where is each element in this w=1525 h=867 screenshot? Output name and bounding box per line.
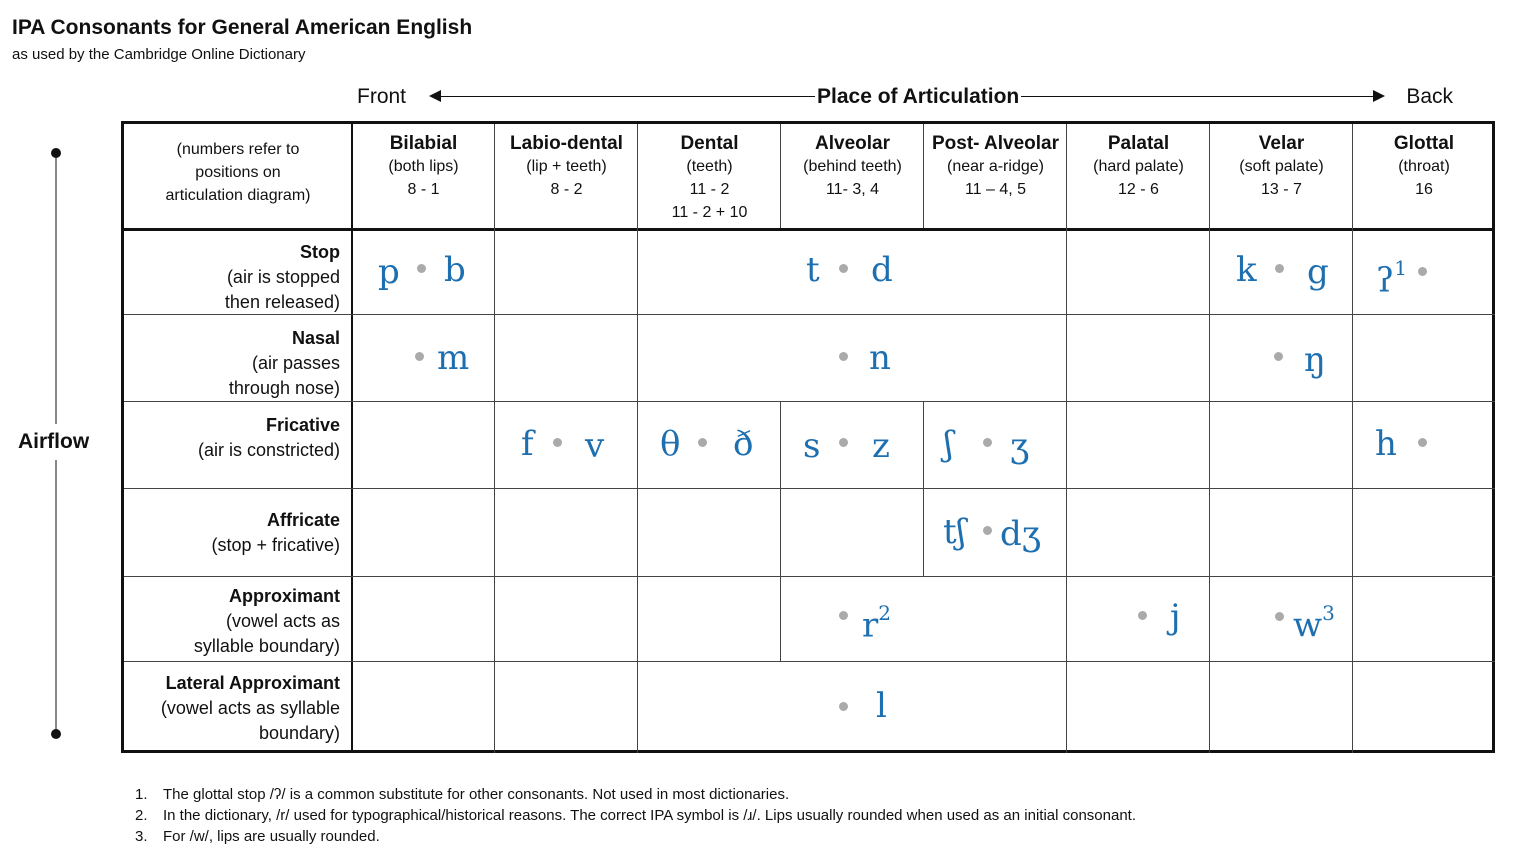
- row-desc: boundary): [258, 723, 340, 743]
- column-name: Post- Alveolar: [931, 133, 1060, 154]
- column-divider: [1209, 124, 1210, 753]
- footnote-number: 3.: [135, 828, 148, 845]
- front-label: Front: [357, 85, 407, 108]
- row-label-lateral-approximant: [124, 663, 352, 753]
- symbol-h: h: [1375, 424, 1397, 464]
- row-name: Stop: [300, 242, 340, 262]
- airflow-label: Airflow: [16, 424, 91, 460]
- symbol-theta: θ: [660, 424, 681, 464]
- voicing-dot-icon: [839, 611, 848, 620]
- voicing-dot-icon: [1275, 612, 1284, 621]
- column-divider: [780, 401, 781, 661]
- symbol-g: g: [1307, 252, 1329, 292]
- symbol-j: j: [1170, 597, 1181, 637]
- voicing-dot-icon: [1418, 438, 1427, 447]
- row-divider: [124, 488, 1495, 489]
- label-column-divider: [351, 124, 353, 753]
- voicing-dot-icon: [839, 702, 848, 711]
- symbol-zh: ʒ: [1010, 426, 1030, 466]
- symbol-f: f: [521, 424, 534, 464]
- corner-note-line: positions on: [195, 164, 281, 181]
- column-header-dental: [638, 124, 781, 228]
- voicing-dot-icon: [1418, 267, 1427, 276]
- symbol-w: [1293, 597, 1335, 645]
- column-desc: (hard palate): [1093, 158, 1184, 175]
- row-divider: [124, 314, 352, 315]
- r-char: r: [862, 605, 879, 646]
- symbol-m: m: [437, 338, 470, 378]
- voicing-dot-icon: [983, 526, 992, 535]
- airflow-top-dot-icon: [51, 148, 61, 158]
- symbol-dzh: dʒ: [1000, 514, 1041, 554]
- row-name: Affricate: [266, 510, 340, 530]
- row-desc: syllable boundary): [193, 636, 340, 656]
- footnote-item: [135, 805, 1136, 826]
- column-divider: [780, 124, 781, 228]
- symbol-glottal-stop: [1376, 252, 1407, 300]
- column-pos-secondary: 11 - 2 + 10: [671, 204, 748, 221]
- row-label-stop: [124, 230, 352, 316]
- row-name: Nasal: [291, 328, 340, 348]
- row-desc: (air is stopped: [226, 267, 340, 287]
- column-name: Dental: [680, 133, 739, 154]
- row-divider: [124, 401, 1495, 402]
- column-desc: (lip + teeth): [526, 158, 607, 175]
- glottal-stop-char: ʔ: [1376, 260, 1395, 301]
- voicing-dot-icon: [839, 438, 848, 447]
- column-header-palatal: [1067, 124, 1210, 228]
- column-name: Glottal: [1393, 133, 1455, 154]
- row-desc: (air passes: [251, 353, 340, 373]
- voicing-dot-icon: [839, 352, 848, 361]
- symbol-v: v: [585, 426, 605, 466]
- column-desc: (teeth): [686, 158, 733, 175]
- column-header-bilabial: [352, 124, 495, 228]
- symbol-eth: ð: [733, 424, 754, 464]
- column-pos: 13 - 7: [1261, 181, 1302, 198]
- w-char: w: [1293, 605, 1323, 646]
- corner-note: [124, 124, 352, 228]
- row-name: Fricative: [265, 415, 340, 435]
- corner-note-line: articulation diagram): [165, 187, 311, 204]
- row-desc: through nose): [228, 378, 340, 398]
- column-divider: [494, 124, 495, 753]
- footnote-number: 1.: [135, 786, 148, 803]
- symbol-s: s: [803, 426, 821, 466]
- arrow-left-icon: [429, 90, 441, 102]
- voicing-dot-icon: [983, 438, 992, 447]
- row-label-approximant: [124, 578, 352, 663]
- row-desc: (vowel acts as syllable: [160, 698, 340, 718]
- symbol-ng: ŋ: [1304, 340, 1326, 380]
- column-pos: 8 - 1: [407, 181, 440, 198]
- row-desc: (vowel acts as: [225, 611, 340, 631]
- footnote-ref-1: 1: [1394, 256, 1407, 280]
- column-desc: (throat): [1398, 158, 1450, 175]
- row-label-affricate: [124, 490, 352, 578]
- column-divider: [1066, 124, 1067, 753]
- footnote-item: [135, 784, 1136, 805]
- voicing-dot-icon: [1275, 264, 1284, 273]
- column-pos: 11 - 2: [689, 181, 730, 198]
- footnote-item: [135, 826, 1136, 847]
- row-divider: [124, 661, 1495, 662]
- row-divider: [352, 314, 1495, 315]
- column-header-alveolar: [781, 124, 924, 228]
- voicing-dot-icon: [698, 438, 707, 447]
- column-divider: [923, 124, 924, 228]
- arrow-right-icon: [1373, 90, 1385, 102]
- footnote-text: In the dictionary, /r/ used for typographical/historical reasons. The correct IPA symbol is /ɹ/. Lips usually rounded when used as an initial consonant.: [163, 807, 1137, 824]
- symbol-r: [862, 597, 891, 645]
- column-desc: (both lips): [388, 158, 459, 175]
- column-pos: 11 – 4, 5: [964, 181, 1027, 198]
- voicing-dot-icon: [415, 352, 424, 361]
- footnote-ref-3: 3: [1322, 601, 1335, 625]
- column-pos: 12 - 6: [1118, 181, 1159, 198]
- place-of-articulation-label: Place of Articulation: [817, 85, 1020, 108]
- column-name: Alveolar: [815, 133, 890, 154]
- symbol-ch: tʃ: [943, 512, 966, 552]
- symbol-k: k: [1236, 250, 1257, 290]
- symbol-sh: ʃ: [944, 424, 954, 464]
- symbol-t: t: [806, 250, 820, 290]
- column-pos: 8 - 2: [550, 181, 583, 198]
- column-header-post-alveolar: [924, 124, 1067, 228]
- page-title: IPA Consonants for General American English: [12, 16, 473, 39]
- column-header-glottal: [1353, 124, 1495, 228]
- column-header-labio-dental: [495, 124, 638, 228]
- footnotes: [135, 784, 1136, 847]
- footnote-text: For /w/, lips are usually rounded.: [163, 828, 380, 845]
- column-name: Palatal: [1107, 133, 1170, 154]
- voicing-dot-icon: [839, 264, 848, 273]
- row-divider: [124, 576, 1495, 577]
- page-subtitle: as used by the Cambridge Online Dictionary: [12, 46, 306, 63]
- footnote-ref-2: 2: [878, 601, 891, 625]
- column-desc: (soft palate): [1239, 158, 1324, 175]
- corner-note-line: (numbers refer to: [176, 141, 300, 158]
- row-name: Lateral Approximant: [165, 673, 340, 693]
- row-desc: (air is constricted): [197, 440, 340, 460]
- symbol-p: p: [378, 252, 400, 292]
- column-name: Labio-dental: [510, 133, 623, 154]
- column-desc: (near a-ridge): [947, 158, 1044, 175]
- column-header-velar: [1210, 124, 1353, 228]
- column-divider: [637, 124, 638, 753]
- symbol-n: n: [869, 338, 891, 378]
- column-pos: 16: [1415, 181, 1433, 198]
- column-name: Bilabial: [389, 133, 458, 154]
- symbol-l: l: [876, 686, 887, 726]
- symbol-d: d: [871, 250, 893, 290]
- row-name: Approximant: [228, 586, 340, 606]
- footnote-number: 2.: [135, 807, 148, 824]
- back-label: Back: [1406, 85, 1453, 108]
- row-desc: (stop + fricative): [211, 535, 340, 555]
- symbol-z: z: [872, 426, 890, 466]
- voicing-dot-icon: [553, 438, 562, 447]
- row-desc: then released): [224, 292, 340, 312]
- voicing-dot-icon: [1138, 611, 1147, 620]
- row-label-fricative: [124, 403, 352, 490]
- column-name: Velar: [1258, 133, 1305, 154]
- place-of-articulation-axis: [355, 82, 1465, 110]
- symbol-b: b: [444, 250, 466, 290]
- column-pos: 11- 3, 4: [825, 181, 880, 198]
- airflow-bottom-dot-icon: [51, 729, 61, 739]
- column-divider: [923, 401, 924, 576]
- header-divider: [124, 228, 1495, 231]
- footnote-text: The glottal stop /ʔ/ is a common substitute for other consonants. Not used in most dictionaries.: [163, 786, 790, 803]
- voicing-dot-icon: [1274, 352, 1283, 361]
- voicing-dot-icon: [417, 264, 426, 273]
- column-desc: (behind teeth): [803, 158, 902, 175]
- row-label-nasal: [124, 316, 352, 403]
- column-divider: [1352, 124, 1353, 753]
